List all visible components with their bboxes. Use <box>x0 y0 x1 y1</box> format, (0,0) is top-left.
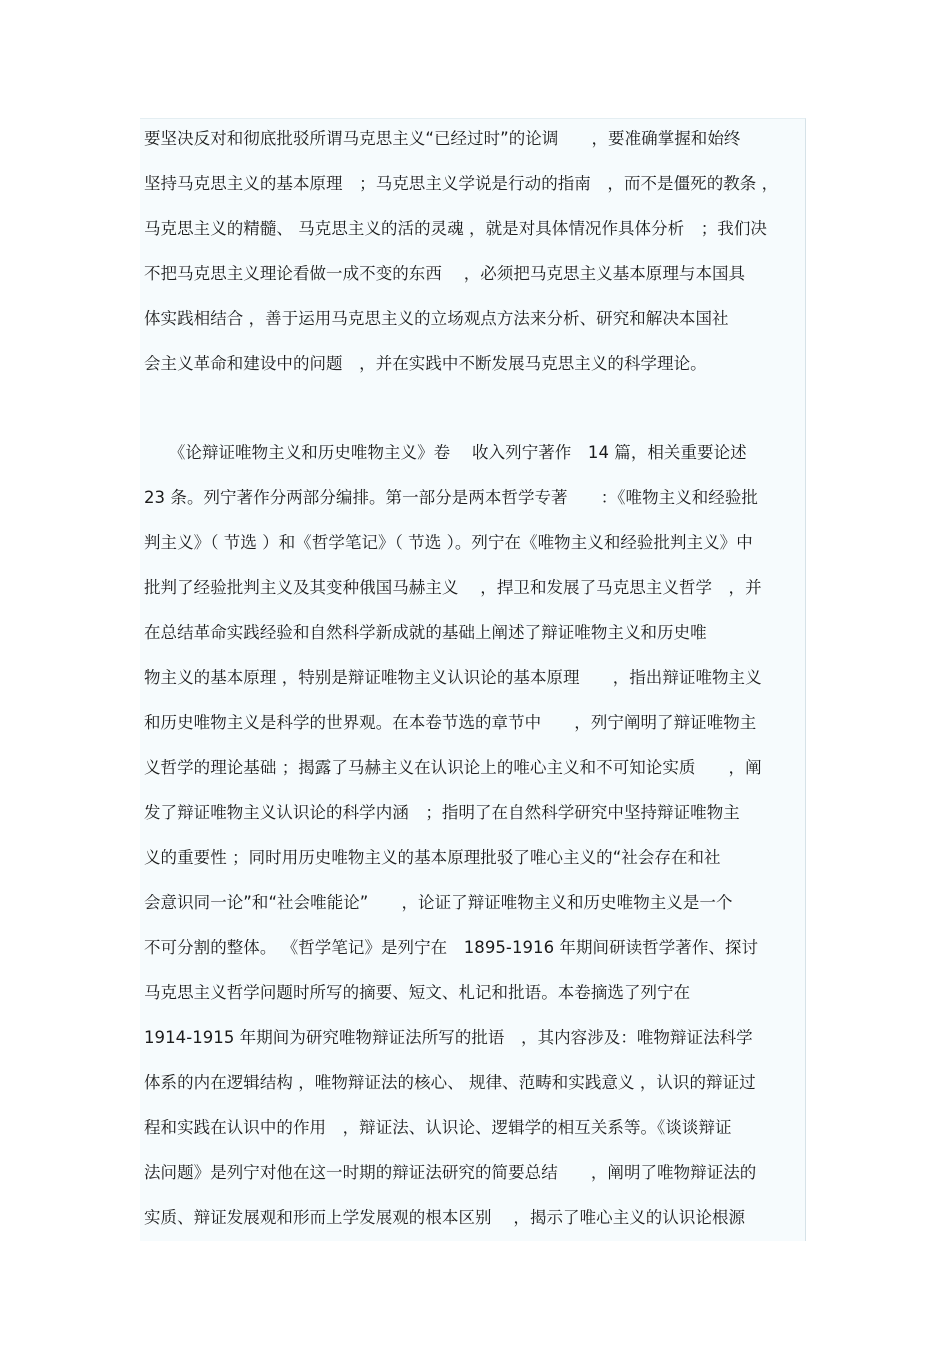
text-line-21: 体系的内在逻辑结构 ，唯物辩证法的核心、 规律、范畴和实践意义 ，认识的辩证过 <box>144 1073 756 1092</box>
text-line-9: 判主义》（ 节选 ）和《哲学笔记》（ 节选 ）。列宁在《唯物主义和经验批判主义》中 <box>144 533 753 552</box>
text-line-2: 坚持马克思主义的基本原理 ；马克思主义学说是行动的指南 ，而不是僵死的教条 ， <box>144 174 779 193</box>
text-line-8: 23 条。列宁著作分两部分编排。第一部分是两本哲学专著 ：《唯物主义和经验批 <box>144 488 758 507</box>
text-line-3: 马克思主义的精髓、 马克思主义的活的灵魂 ，就是对具体情况作具体分析 ；我们决 <box>144 219 767 238</box>
text-line-10: 批判了经验批判主义及其变种俄国马赫主义 ，捍卫和发展了马克思主义哲学 ，并 <box>144 578 762 597</box>
text-line-11: 在总结革命实践经验和自然科学新成就的基础上阐述了辩证唯物主义和历史唯 <box>144 623 707 642</box>
text-line-20: 1914-1915 年期间为研究唯物辩证法所写的批语 ，其内容涉及：唯物辩证法科学 <box>144 1028 753 1047</box>
text-line-17: 会意识同一论”和“社会唯能论” ，论证了辩证唯物主义和历史唯物主义是一个 <box>144 893 733 912</box>
text-line-24: 实质、辩证发展观和形而上学发展观的根本区别 ，揭示了唯心主义的认识论根源 <box>144 1208 746 1227</box>
text-line-4: 不把马克思主义理论看做一成不变的东西 ，必须把马克思主义基本原理与本国具 <box>144 264 746 283</box>
text-line-5: 体实践相结合 ，善于运用马克思主义的立场观点方法来分析、研究和解决本国社 <box>144 309 729 328</box>
text-line-13: 和历史唯物主义是科学的世界观。在本卷节选的章节中 ，列宁阐明了辩证唯物主 <box>144 713 757 732</box>
text-line-16: 义的重要性 ；同时用历史唯物主义的基本原理批驳了唯心主义的“社会存在和社 <box>144 848 721 867</box>
text-line-23: 法问题》是列宁对他在这一时期的辩证法研究的简要总结 ，阐明了唯物辩证法的 <box>144 1163 757 1182</box>
text-line-7: 《论辩证唯物主义和历史唯物主义》卷 收入列宁著作 14 篇，相关重要论述 <box>144 443 747 462</box>
text-line-12: 物主义的基本原理 ，特别是辩证唯物主义认识论的基本原理 ，指出辩证唯物主义 <box>144 668 762 687</box>
text-line-6: 会主义革命和建设中的问题 ，并在实践中不断发展马克思主义的科学理论。 <box>144 354 707 373</box>
text-line-18: 不可分割的整体。 《哲学笔记》是列宁在 1895-1916 年期间研读哲学著作、探讨 <box>144 938 759 957</box>
text-line-15: 发了辩证唯物主义认识论的科学内涵 ；指明了在自然科学研究中坚持辩证唯物主 <box>144 803 740 822</box>
text-line-22: 程和实践在认识中的作用 ，辩证法、认识论、逻辑学的相互关系等。《谈谈辩证 <box>144 1118 732 1137</box>
text-line-14: 义哲学的理论基础 ；揭露了马赫主义在认识论上的唯心主义和不可知论实质 ，阐 <box>144 758 762 777</box>
text-line-1: 要坚决反对和彻底批驳所谓马克思主义“已经过时”的论调 ，要准确掌握和始终 <box>144 129 741 148</box>
text-line-19: 马克思主义哲学问题时所写的摘要、短文、札记和批语。本卷摘选了列宁在 <box>144 983 691 1002</box>
